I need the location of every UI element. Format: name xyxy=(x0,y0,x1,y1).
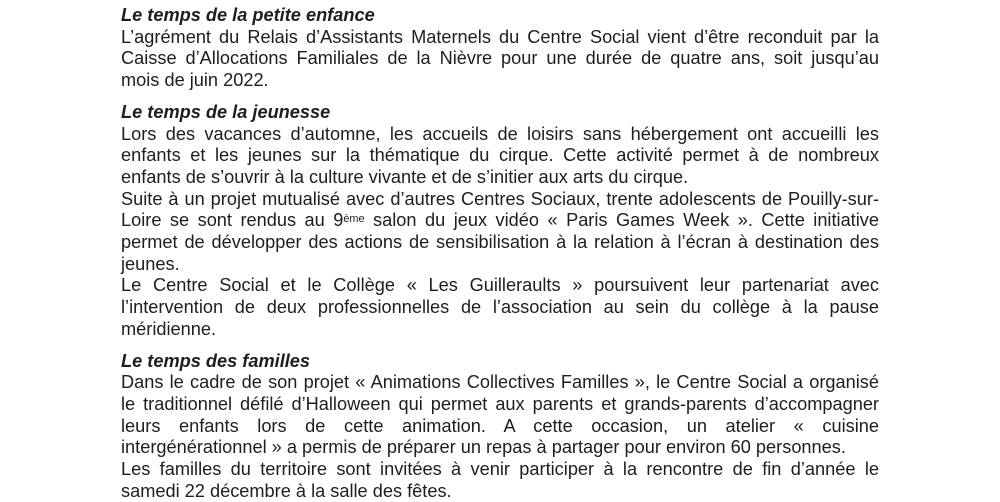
text-line: Loire se sont rendus au 9ème salon du jeux vidéo « Paris Games Week ». Cette initiative xyxy=(121,210,879,231)
paragraph xyxy=(121,459,879,502)
paragraph xyxy=(121,124,879,189)
text-line: mois de juin 2022. xyxy=(121,70,269,91)
text-line: leurs enfants lors de cette animation. A cette occasion, un atelier « cuisine xyxy=(121,415,879,436)
paragraph xyxy=(121,27,879,92)
paragraph xyxy=(121,275,879,340)
text-line: le traditionnel défilé d’Halloween qui permet aux parents et grands-parents d’accompagner xyxy=(121,393,879,414)
section-heading: Le temps de la jeunesse xyxy=(121,101,331,122)
text-line: Caisse d’Allocations Familiales de la Nièvre pour une durée de quatre ans, soit jusqu’au xyxy=(121,48,879,69)
text-line: Suite à un projet mutualisé avec d’autres Centres Sociaux, trente adolescents de Pouilly-sur- xyxy=(121,188,879,209)
text-line: Les familles du territoire sont invitées à venir participer à la rencontre de fin d’année le xyxy=(121,459,879,480)
document-page xyxy=(121,5,879,502)
paragraph xyxy=(121,372,879,459)
text-line: Le Centre Social et le Collège « Les Guilleraults » poursuivent leur partenariat avec xyxy=(121,275,879,296)
text-line: samedi 22 décembre à la salle des fêtes. xyxy=(121,480,452,501)
section-heading: Le temps de la petite enfance xyxy=(121,5,375,25)
paragraph xyxy=(121,189,879,276)
text-line: intergénérationnel » a permis de préparer un repas à partager pour environ 60 personnes. xyxy=(121,437,846,458)
text-line: enfants et les jeunes sur la thématique du cirque. Cette activité permet à de nombreux xyxy=(121,145,879,166)
document-section xyxy=(121,5,879,92)
text-line: enfants de s’ouvrir à la culture vivante et de s’initier aux arts du cirque. xyxy=(121,166,689,187)
ordinal-superscript: ème xyxy=(343,213,365,226)
text-line: permet de développer des actions de sensibilisation à la relation à l’écran à destination des xyxy=(121,232,879,253)
text-line: Dans le cadre de son projet « Animations Collectives Familles », le Centre Social a organisé xyxy=(121,372,879,393)
text-line: Lors des vacances d’automne, les accueils de loisirs sans hébergement ont accueilli les xyxy=(121,123,879,144)
text-line: l’intervention de deux professionnelles de l’association au sein du collège à la pause xyxy=(121,297,879,318)
text-line: jeunes. xyxy=(121,253,180,274)
section-heading: Le temps des familles xyxy=(121,350,311,371)
text-line: méridienne. xyxy=(121,318,217,339)
document-section xyxy=(121,351,879,502)
document-section xyxy=(121,102,879,341)
text-line: L’agrément du Relais d’Assistants Maternels du Centre Social vient d’être reconduit par la xyxy=(121,26,879,47)
